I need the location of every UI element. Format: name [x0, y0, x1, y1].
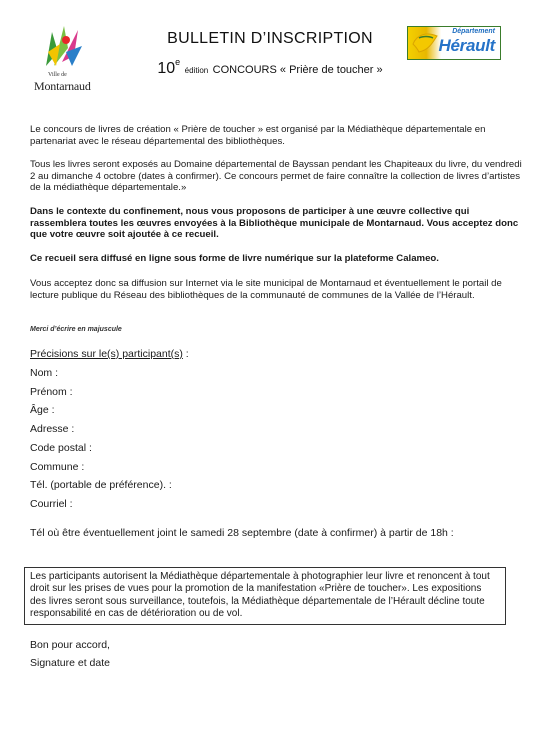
- field-courriel[interactable]: Courriel :: [30, 498, 73, 510]
- field-commune[interactable]: Commune :: [30, 461, 85, 473]
- edition-superscript: e: [175, 57, 181, 67]
- field-prenom[interactable]: Prénom :: [30, 386, 73, 398]
- page-title: BULLETIN D’INSCRIPTION: [167, 30, 373, 47]
- signature-date-field[interactable]: Signature et date: [30, 657, 110, 669]
- herault-logo-main-text: Hérault: [438, 36, 495, 55]
- logo-town-name: Montarnaud: [34, 79, 91, 93]
- field-adresse[interactable]: Adresse :: [30, 423, 75, 435]
- herault-logo: [407, 26, 501, 60]
- logo-small-text: Ville de: [48, 72, 67, 78]
- confinement-paragraph: Dans le contexte du confinement, nous vous proposons de participer à une œuvre collective qui rassemblera toutes les œuvres envoyées à la Bibliothèque municipale de Montarnaud. Vous acceptez donc que votre œuvre soit ajoutée à ce recueil.: [30, 206, 519, 241]
- section-title-suffix: :: [182, 348, 189, 360]
- page-subtitle: [120, 57, 420, 78]
- contact-time-question[interactable]: Tél où être éventuellement joint le samedi 28 septembre (date à confirmer) à partir de 18h :: [30, 527, 454, 539]
- intro-paragraph: Le concours de livres de création « Prière de toucher » est organisé par la Médiathèque départementale en partenariat avec le réseau départemental des bibliothèques.: [30, 124, 486, 147]
- diffusion-paragraph: Vous acceptez donc sa diffusion sur Internet via le site municipal de Montarnaud et éventuellement le portail de lecture publique du Réseau des bibliothèques de la communauté de communes de la Vallée de l’Hérault.: [30, 278, 502, 301]
- calameo-paragraph: Ce recueil sera diffusé en ligne sous forme de livre numérique sur la plateforme Calameo.: [30, 253, 439, 264]
- uppercase-note: Merci d’écrire en majuscule: [30, 326, 122, 333]
- herault-map-icon: [411, 30, 441, 54]
- field-nom[interactable]: Nom :: [30, 367, 59, 379]
- exhibition-paragraph: Tous les livres seront exposés au Domaine départemental de Bayssan pendant les Chapiteaux du livre, du vendredi 2 au dimanche 4 octobre (dates à confirmer). Ce concours permet de faire connaître la collection de livres d’artistes de la médiathèque départementale.»: [30, 159, 522, 194]
- field-code-postal[interactable]: Code postal :: [30, 442, 92, 454]
- montarnaud-emblem-icon: [38, 22, 86, 70]
- contest-name: CONCOURS « Prière de toucher »: [212, 64, 383, 76]
- field-age[interactable]: Âge :: [30, 404, 55, 416]
- consent-box: Les participants autorisent la Médiathèque départementale à photographier leur livre et renoncent à tout droit sur les prises de vues pour la promotion de la manifestation «Prière de toucher». Les expositions des livres seront sous surveillance, toutefois, la Médiathèque départementale de l’Hérault décline toute responsabilité en cas de détérioration ou de vol.: [24, 567, 506, 625]
- agreement-text: Bon pour accord,: [30, 639, 110, 651]
- participants-section-title: [30, 348, 189, 360]
- edition-word: édition: [184, 66, 209, 75]
- montarnaud-logo: [34, 22, 92, 96]
- herault-logo-top-text: Département: [452, 28, 495, 35]
- section-title-text: Précisions sur le(s) participant(s): [30, 348, 183, 360]
- edition-number: 10: [157, 60, 176, 77]
- field-telephone[interactable]: Tél. (portable de préférence). :: [30, 479, 172, 491]
